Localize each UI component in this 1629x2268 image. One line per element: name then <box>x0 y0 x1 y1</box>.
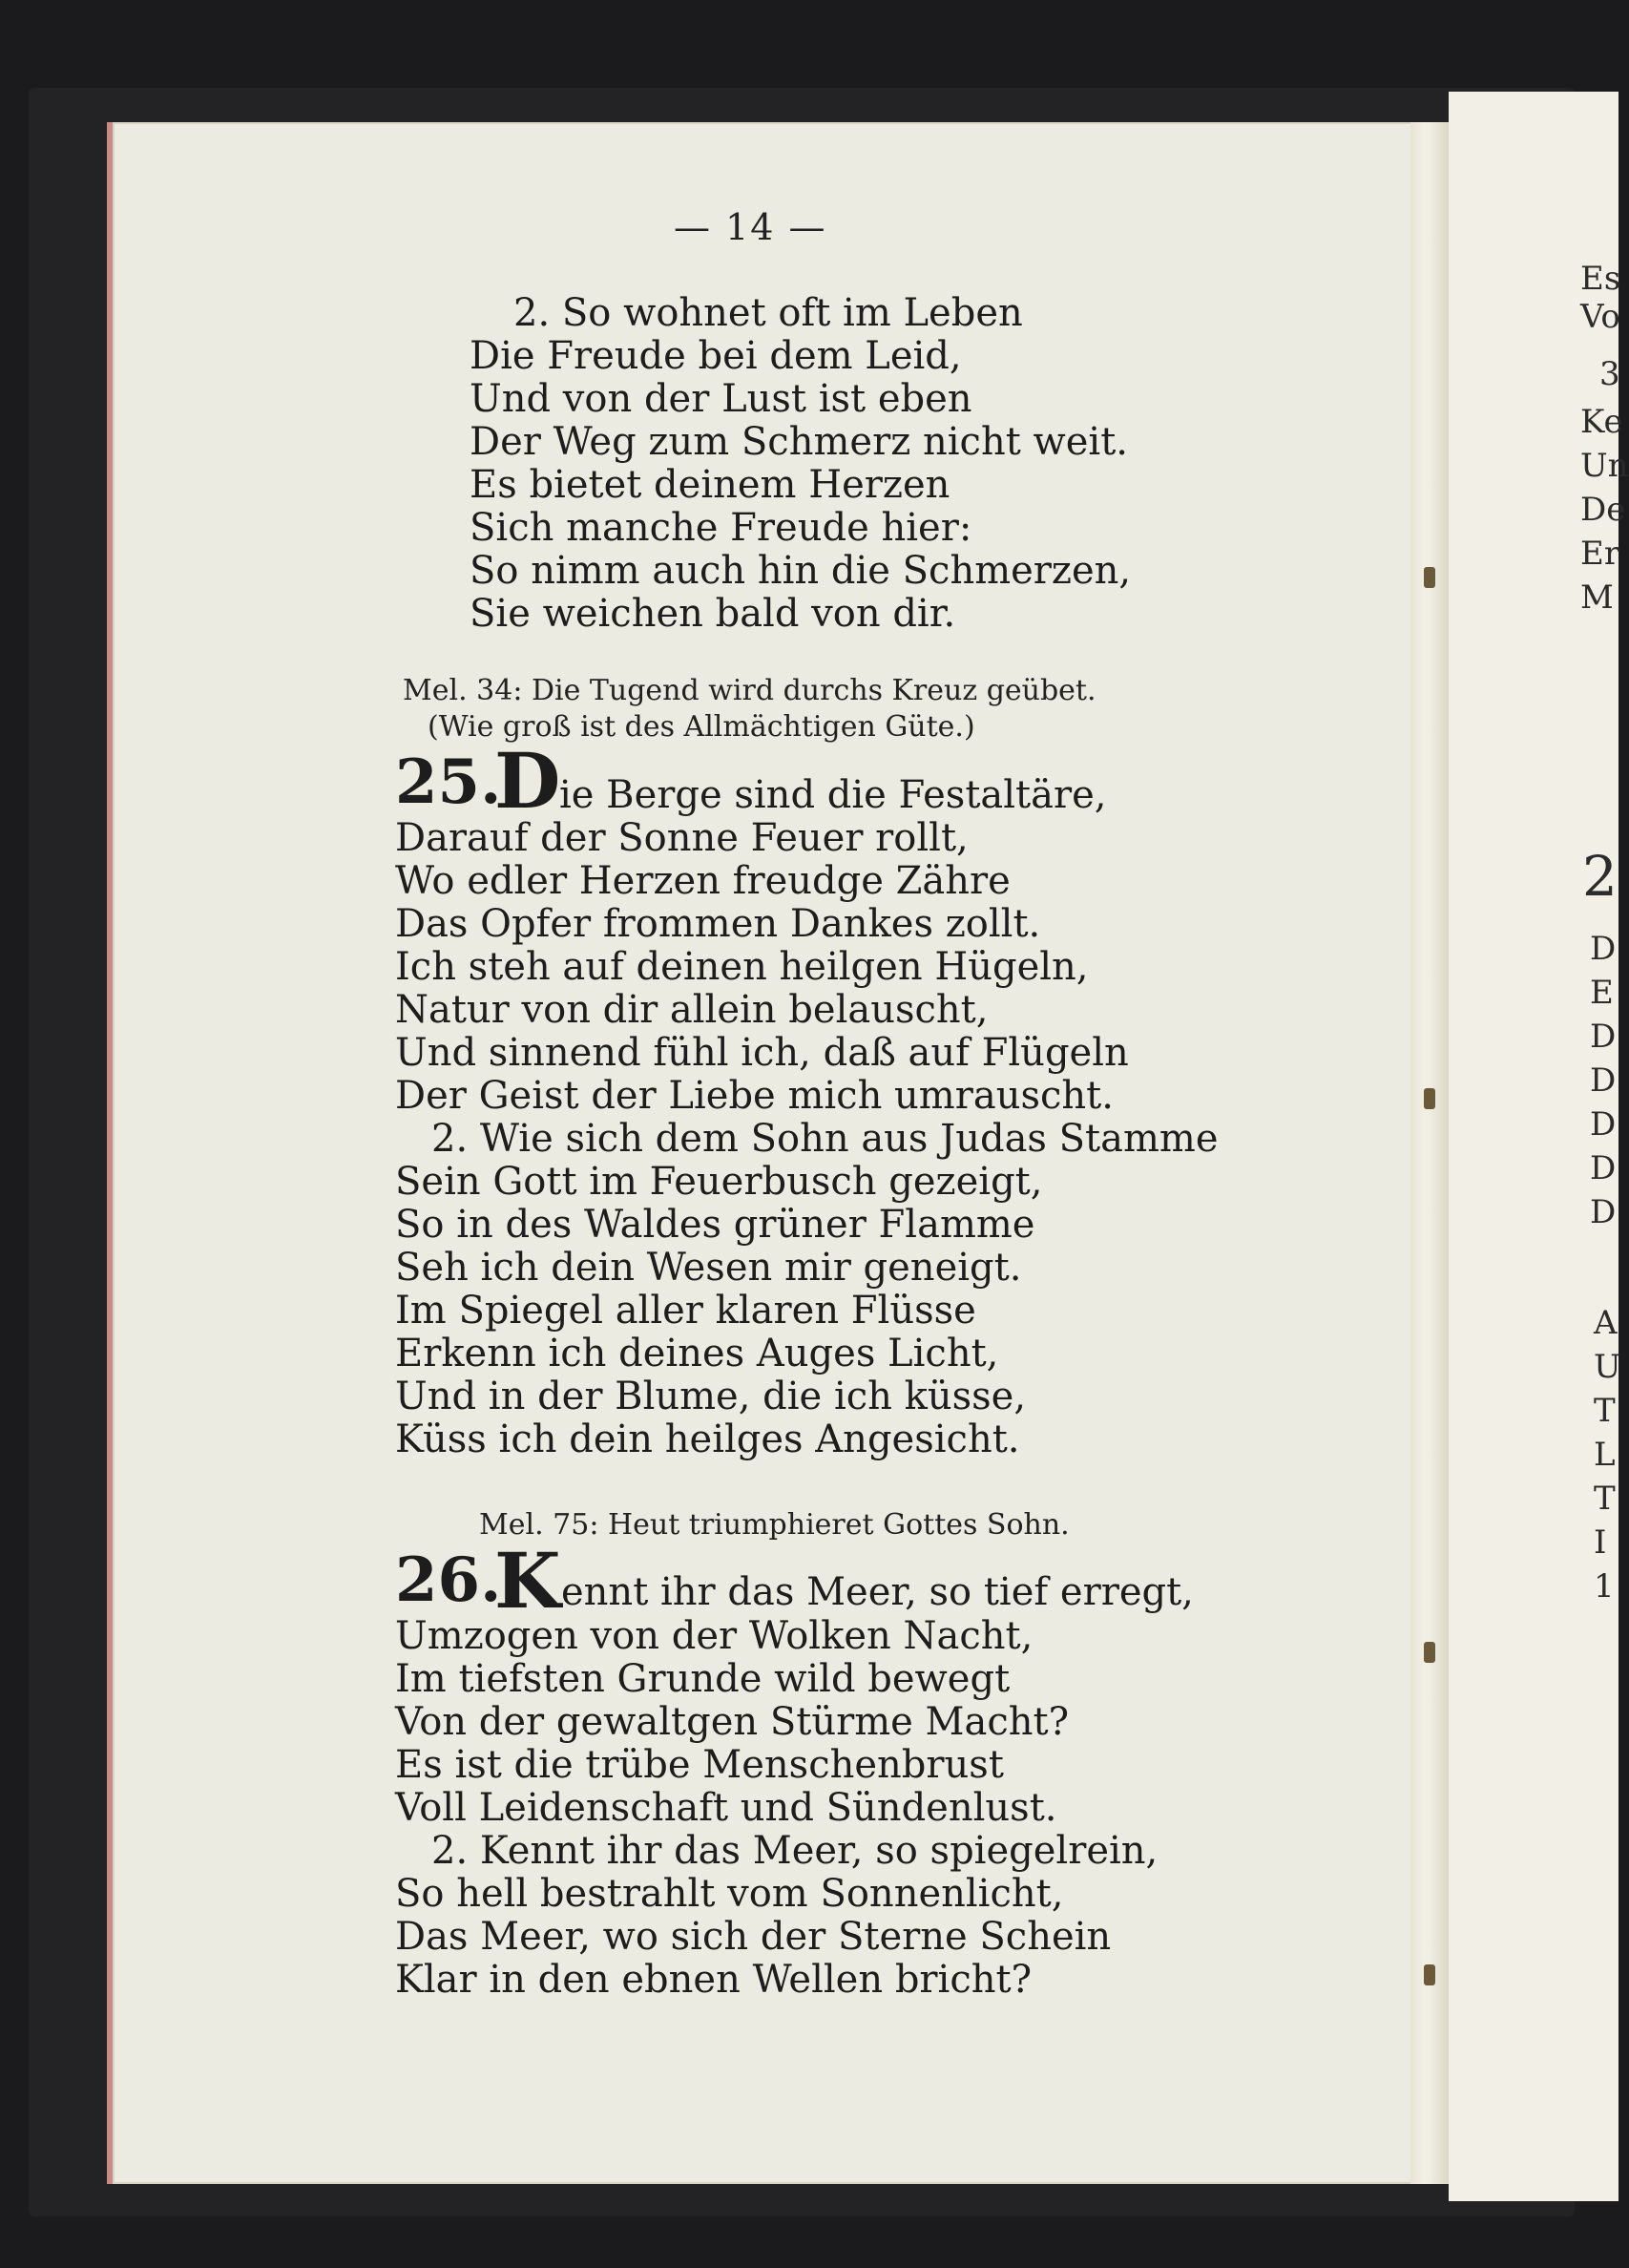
book-gutter <box>1410 122 1449 2184</box>
facing-page-fragment: T <box>1594 1392 1616 1430</box>
hymn-25-line: Und sinnend fühl ich, daß auf Flügeln <box>395 1031 1129 1075</box>
hymn-26-line: Das Meer, wo sich der Sterne Schein <box>395 1915 1112 1959</box>
hymn-25-line: Wo edler Herzen freudge Zähre <box>395 859 1011 903</box>
binding-staple <box>1424 567 1435 588</box>
hymn-25-line: Und in der Blume, die ich küsse, <box>395 1375 1027 1418</box>
facing-page-fragment: D <box>1590 1149 1617 1187</box>
hymn-26-line: Von der gewaltgen Stürme Macht? <box>395 1700 1070 1744</box>
hymn-24-line: So nimm auch hin die Schmerzen, <box>470 549 1132 593</box>
page-number: — 14 — <box>674 206 827 248</box>
facing-page-fragment: U <box>1594 1348 1621 1386</box>
hymn-26-line: Klar in den ebnen Wellen bricht? <box>395 1958 1033 2002</box>
facing-page-fragment: 1 <box>1594 1567 1615 1606</box>
hymn-26-line: 2. Kennt ihr das Meer, so spiegelrein, <box>431 1829 1159 1873</box>
hymn-26-number: 26. <box>395 1544 502 1616</box>
hymn-26-melody: Mel. 75: Heut triumphieret Gottes Sohn. <box>479 1508 1070 1542</box>
hymn-24-line: Sich manche Freude hier: <box>470 506 972 550</box>
facing-page-fragment: Ke <box>1580 403 1623 441</box>
facing-page-fragment: Un <box>1580 447 1629 485</box>
hymn-26-line: Im tiefsten Grunde wild bewegt <box>395 1657 1011 1701</box>
hymn-24-line: Die Freude bei dem Leid, <box>470 334 962 378</box>
facing-page-fragment: 2 <box>1582 844 1618 909</box>
hymn-25-line: Küss ich dein heilges Angesicht. <box>395 1418 1020 1461</box>
facing-page-fragment: L <box>1594 1436 1616 1474</box>
hymn-25-line: 2. Wie sich dem Sohn aus Judas Stamme <box>431 1117 1219 1161</box>
hymn-25-number: 25. <box>395 746 502 818</box>
hymn-25-line: Darauf der Sonne Feuer rollt, <box>395 816 969 860</box>
hymn-25-line: Im Spiegel aller klaren Flüsse <box>395 1289 976 1333</box>
facing-page-fragment: M <box>1580 578 1614 617</box>
book-page <box>107 122 1449 2184</box>
hymn-26-drop-cap: K <box>494 1536 561 1626</box>
hymn-24-line: Es bietet deinem Herzen <box>470 463 950 507</box>
facing-page-fragment: D <box>1590 930 1617 968</box>
hymn-25-line: Der Geist der Liebe mich umrauscht. <box>395 1074 1114 1118</box>
hymn-26-first-line: ennt ihr das Meer, so tief erregt, <box>561 1570 1194 1614</box>
facing-page-fragment: D <box>1590 1018 1617 1056</box>
hymn-26-line: Umzogen von der Wolken Nacht, <box>395 1614 1034 1658</box>
hymn-25-line: Ich steh auf deinen heilgen Hügeln, <box>395 945 1089 989</box>
facing-page-fragment: A <box>1594 1304 1618 1342</box>
hymn-25-line: So in des Waldes grüner Flamme <box>395 1203 1035 1247</box>
facing-page-fragment: T <box>1594 1480 1616 1518</box>
hymn-24-line: Der Weg zum Schmerz nicht weit. <box>470 420 1128 464</box>
binding-staple <box>1424 1964 1435 1985</box>
facing-page-fragment: D <box>1590 1193 1617 1231</box>
hymn-24-line: Sie weichen bald von dir. <box>470 592 956 636</box>
facing-page-fragment: I <box>1594 1523 1607 1562</box>
hymn-26-line: So hell bestrahlt vom Sonnenlicht, <box>395 1872 1064 1916</box>
hymn-26-line: Voll Leidenschaft und Sündenlust. <box>395 1786 1057 1830</box>
hymn-25-line: Das Opfer frommen Dankes zollt. <box>395 902 1041 946</box>
facing-page-fragment: 3 <box>1599 355 1620 393</box>
hymn-25-line: Natur von dir allein belauscht, <box>395 988 989 1032</box>
facing-page-fragment: Es <box>1580 260 1621 298</box>
hymn-25-melody-alt: (Wie groß ist des Allmächtigen Güte.) <box>428 710 975 744</box>
facing-page-fragment: D <box>1590 1105 1617 1144</box>
hymn-25-line: Erkenn ich deines Auges Licht, <box>395 1332 999 1376</box>
hymn-25-first-line: ie Berge sind die Festaltäre, <box>559 773 1107 817</box>
facing-page-fragment: Vo <box>1580 298 1620 336</box>
binding-staple <box>1424 1088 1435 1109</box>
binding-staple <box>1424 1642 1435 1663</box>
facing-page-fragment: De <box>1580 491 1626 529</box>
facing-page-fragment: E <box>1590 974 1614 1012</box>
hymn-24-line: Und von der Lust ist eben <box>470 377 972 421</box>
hymn-24-line: 2. So wohnet oft im Leben <box>513 291 1023 335</box>
facing-page-fragment: Er <box>1580 535 1620 573</box>
hymn-25-line: Seh ich dein Wesen mir geneigt. <box>395 1246 1022 1290</box>
facing-page-fragment: D <box>1590 1061 1617 1100</box>
hymn-25-melody: Mel. 34: Die Tugend wird durchs Kreuz geübet. <box>403 674 1096 707</box>
facing-page-edge <box>1449 92 1629 2201</box>
hymn-25-line: Sein Gott im Feuerbusch gezeigt, <box>395 1160 1043 1204</box>
hymn-25-drop-cap: D <box>494 736 561 826</box>
hymn-26-line: Es ist die trübe Menschenbrust <box>395 1743 1004 1787</box>
